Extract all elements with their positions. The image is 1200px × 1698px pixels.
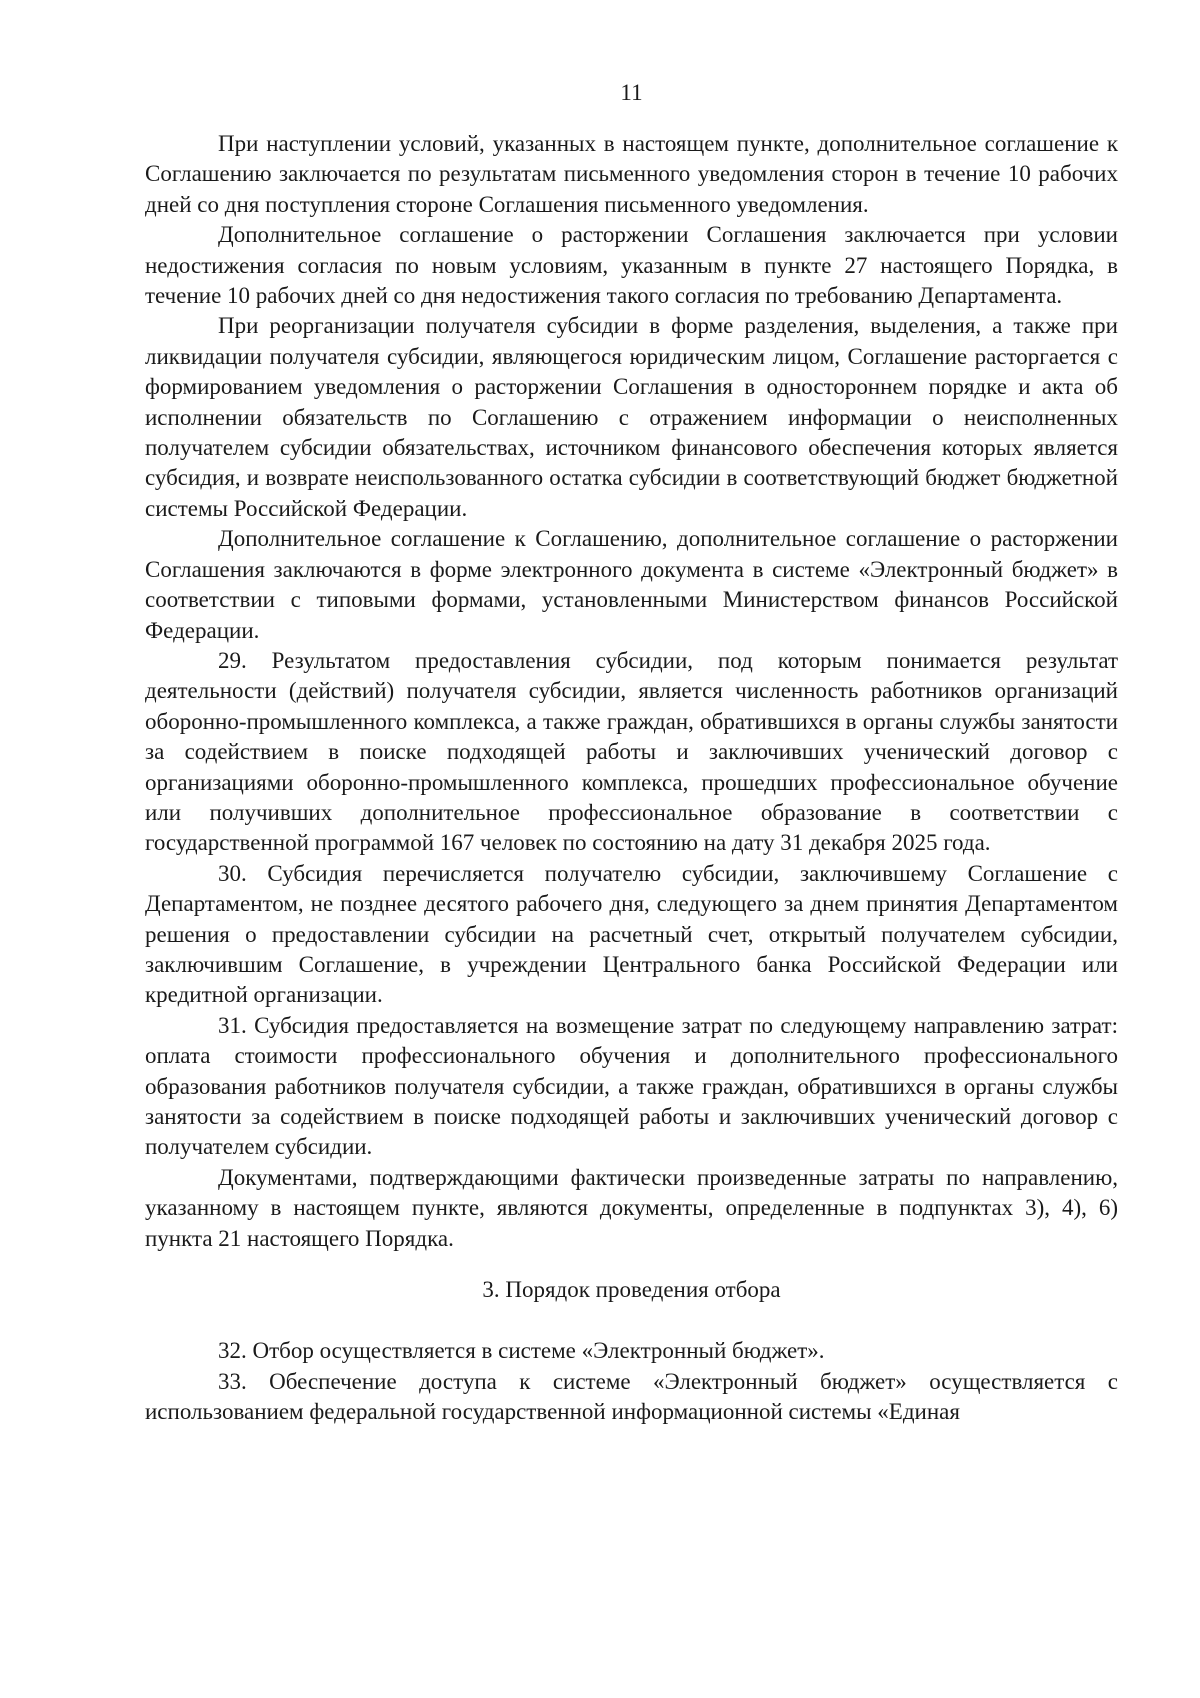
paragraph: При реорганизации получателя субсидии в форме разделения, выделения, а также при ликвидации получателя субсидии, являющегося юридическим лицом, Соглашение расторгается с формированием уведомления о расторжении Соглашения в одностороннем порядке и акта об исполнении обязательств по Соглашению с отражением информации о неисполненных получателем субсидии обязательствах, источником финансового обеспечения которых является субсидия, и возврате неиспользованного остатка субсидии в соответствующий бюджет бюджетной системы Российской Федерации. (145, 313, 1118, 521)
paragraph: Документами, подтверждающими фактически произведенные затраты по направлению, указанному в настоящем пункте, являются документы, определенные в подпунктах 3), 4), 6) пункта 21 настоящего Порядка. (145, 1164, 1118, 1251)
paragraph-item-32: 32. Отбор осуществляется в системе «Электронный бюджет». (218, 1338, 825, 1364)
paragraph-item-29: 29. Результатом предоставления субсидии, под которым понимается результат деятельности (действий) получателя субсидии, является численность работников организаций оборонно-промышленного комплекса, а также граждан, обратившихся в органы службы занятости за содействием в поиске подходящей работы и заключивших ученический договор с организациями оборонно-промышленного комплекса, прошедших профессиональное обучение или получивших дополнительное профессиональное образование в соответствии с государственной программой 167 человек по состоянию на дату 31 декабря 2025 года. (145, 647, 1118, 856)
paragraph-item-31: 31. Субсидия предоставляется на возмещение затрат по следующему направлению затрат: оплата стоимости профессионального обучения и дополнительного профессионального образования работников получателя субсидии, а также граждан, обратившихся в органы службы занятости за содействием в поиске подходящей работы и заключивших ученический договор с получателем субсидии. (145, 1012, 1118, 1160)
paragraph: Дополнительное соглашение к Соглашению, дополнительное соглашение о расторжении Соглашения заключаются в форме электронного документа в системе «Электронный бюджет» в соответствии с типовыми формами, установленными Министерством финансов Российской Федерации. (145, 526, 1118, 643)
page-number: 11 (620, 80, 643, 105)
paragraph: Дополнительное соглашение о расторжении Соглашения заключается при условии недостижения согласия по новым условиям, указанным в пункте 27 настоящего Порядка, в течение 10 рабочих дней со дня недостижения такого согласия по требованию Департамента. (145, 222, 1118, 309)
paragraph: При наступлении условий, указанных в настоящем пункте, дополнительное соглашение к Соглашению заключается по результатам письменного уведомления сторон в течение 10 рабочих дней со дня поступления стороне Соглашения письменного уведомления. (145, 131, 1118, 217)
section-heading: 3. Порядок проведения отбора (482, 1277, 781, 1303)
paragraph-item-30: 30. Субсидия перечисляется получателю субсидии, заключившему Соглашение с Департаментом, не позднее десятого рабочего дня, следующего за днем принятия Департаментом решения о предоставлении субсидии на расчетный счет, открытый получателем субсидии, заключившим Соглашение, в учреждении Центрального банка Российской Федерации или кредитной организации. (145, 860, 1118, 1008)
paragraph-item-33: 33. Обеспечение доступа к системе «Электронный бюджет» осуществляется с использованием федеральной государственной информационной системы «Единая (145, 1368, 1118, 1425)
